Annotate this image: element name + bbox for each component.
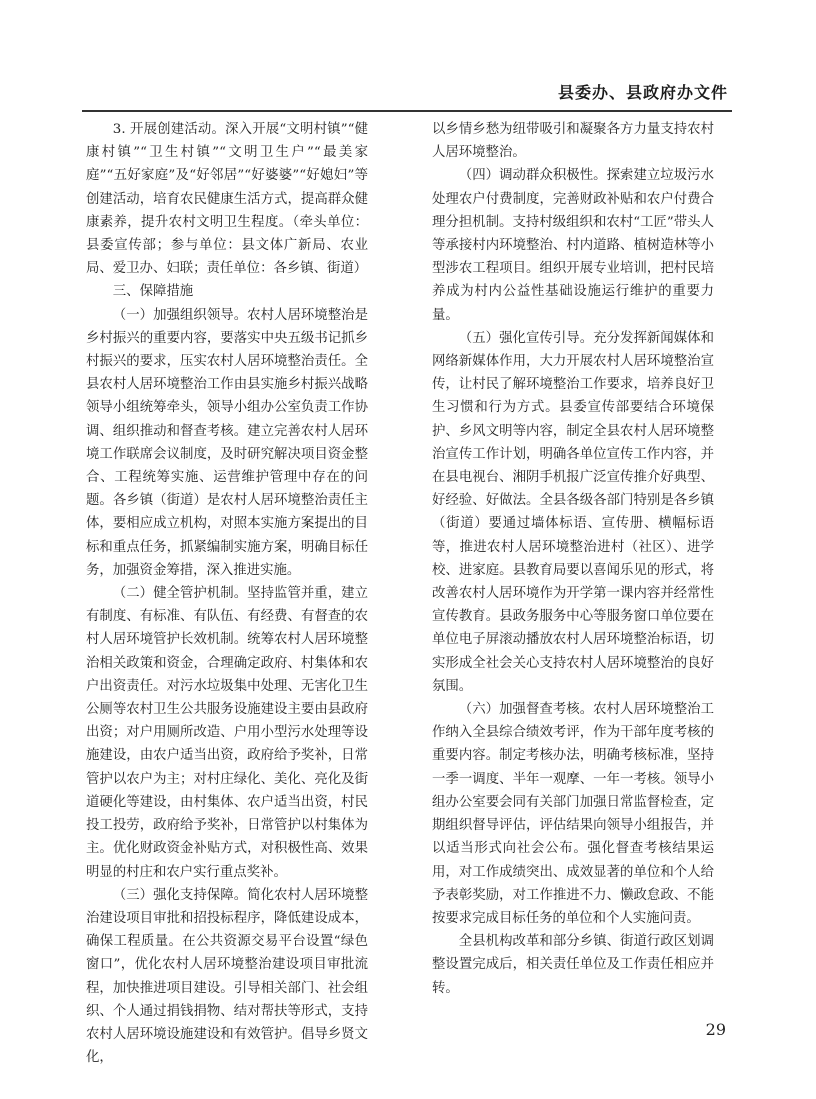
left-column bbox=[86, 118, 368, 1069]
header-title: 县委办、县政府办文件 bbox=[557, 83, 728, 102]
page-number: 29 bbox=[705, 1020, 726, 1039]
paragraph: 全县机构改革和部分乡镇、街道行政区划调整设置完成后，相关责任单位及工作责任相应并转。 bbox=[432, 934, 714, 996]
paragraph: （一）加强组织领导。农村人居环境整治是乡村振兴的重要内容，要落实中央五级书记抓乡村振兴的要求，压实农村人居环境整治责任。全县农村人居环境整治工作由县实施乡村振兴战略领导小组统筹牵头，领导小组办公室负责工作协调、组织推动和督查考核。建立完善农村人居环境工作联席会议制度，及时研究解决项目资金整合、工程统筹实施、运营维护管理中存在的问题。各乡镇（街道）是农村人居环境整治责任主体，要相应成立机构，对照本实施方案提出的目标和重点任务，抓紧编制实施方案，明确目标任务，加强资金筹措，深入推进实施。 bbox=[86, 307, 368, 578]
paragraph: （六）加强督查考核。农村人居环境整治工作纳入全县综合绩效考评，作为干部年度考核的重要内容。制定考核办法，明确考核标准，坚持一季一调度、半年一观摩、一年一考核。领导小组办公室要会同有关部门加强日常监督检查，定期组织督导评估，评估结果向领导小组报告，并以适当形式向社会公布。强化督查考核结果运用，对工作成绩突出、成效显著的单位和个人给予表彰奖励，对工作推进不力、懒政怠政、不能按要求完成目标任务的单位和个人实施问责。 bbox=[432, 702, 714, 926]
header-divider bbox=[82, 110, 732, 112]
paragraph: 3. 开展创建活动。深入开展“文明村镇”“健康村镇”“卫生村镇”“文明卫生户”“最美家庭”“五好家庭”及“好邻居”“好婆婆”“好媳妇”等创建活动，培育农民健康生活方式，提高群众健康素养，提升农村文明卫生程度。（牵头单位：县委宣传部；参与单位：县文体广新局、农业局、爱卫办、妇联；责任单位：各乡镇、街道） bbox=[86, 122, 368, 277]
section-heading: 三、保障措施 bbox=[112, 284, 194, 300]
paragraph-continued: 以乡情乡愁为纽带吸引和凝聚各方力量支持农村人居环境整治。 bbox=[432, 122, 714, 161]
paragraph: （四）调动群众积极性。探索建立垃圾污水处理农户付费制度，完善财政补贴和农户付费合理分担机制。支持村级组织和农村“工匠”带头人等承接村内环境整治、村内道路、植树造林等小型涉农工程项目。组织开展专业培训，把村民培养成为村内公益性基础设施运行维护的重要力量。 bbox=[432, 168, 714, 323]
paragraph: （五）强化宣传引导。充分发挥新闻媒体和网络新媒体作用，大力开展农村人居环境整治宣传，让村民了解环境整治工作要求，培养良好卫生习惯和行为方式。县委宣传部要结合环境保护、乡风文明等内容，制定全县农村人居环境整治宣传工作计划，明确各单位宣传工作内容，并在县电视台、湘阴手机报广泛宣传推介好典型、好经验、好做法。全县各级各部门特别是各乡镇（街道）要通过墙体标语、宣传册、横幅标语等，推进农村人居环境整治进村（社区）、进学校、进家庭。县教育局要以喜闻乐见的形式，将改善农村人居环境作为开学第一课内容并经常性宣传教育。县政务服务中心等服务窗口单位要在单位电子屏滚动播放农村人居环境整治标语，切实形成全社会关心支持农村人居环境整治的良好氛围。 bbox=[432, 330, 714, 694]
paragraph: （三）强化支持保障。简化农村人居环境整治建设项目审批和招投标程序，降低建设成本，确保工程质量。在公共资源交易平台设置“绿色窗口”，优化农村人居环境整治建设项目审批流程，加快推进项目建设。引导相关部门、社会组织、个人通过捐钱捐物、结对帮扶等形式，支持农村人居环境设施建设和有效管护。倡导乡贤文化， bbox=[86, 887, 368, 1066]
paragraph: （二）健全管护机制。坚持监管并重，建立有制度、有标准、有队伍、有经费、有督查的农村人居环境管护长效机制。统筹农村人居环境整治相关政策和资金，合理确定政府、村集体和农户出资责任。对污水垃圾集中处理、无害化卫生公厕等农村卫生公共服务设施建设主要由县政府出资；对户用厕所改造、户用小型污水处理等设施建设，由农户适当出资，政府给予奖补，日常管护以农户为主；对村庄绿化、美化、亮化及街道硬化等建设，由村集体、农户适当出资，村民投工投劳，政府给予奖补，日常管护以村集体为主。优化财政资金补贴方式，对积极性高、效果明显的村庄和农户实行重点奖补。 bbox=[86, 586, 368, 880]
right-column bbox=[432, 118, 714, 1000]
